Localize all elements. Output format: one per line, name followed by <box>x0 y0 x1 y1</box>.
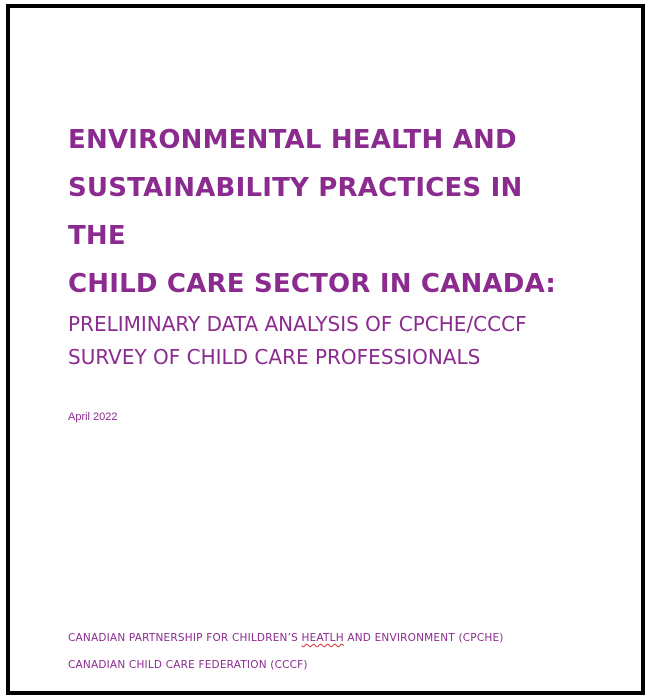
organization-cpche-suffix: AND ENVIRONMENT (CPCHE) <box>343 632 504 644</box>
organization-cccf: CANADIAN CHILD CARE FEDERATION (CCCF) <box>68 659 308 671</box>
misspelled-word[interactable]: HEATLH <box>301 632 344 644</box>
organization-cpche-prefix: CANADIAN PARTNERSHIP FOR CHILDREN’S <box>68 632 302 644</box>
title-line: THE <box>68 221 126 251</box>
organization-cpche <box>68 632 504 644</box>
document-subtitle <box>68 308 608 374</box>
publication-date: April 2022 <box>68 411 118 423</box>
document-title <box>68 116 588 308</box>
title-line: SUSTAINABILITY PRACTICES IN <box>68 173 523 203</box>
title-line: ENVIRONMENTAL HEALTH AND <box>68 125 517 155</box>
subtitle-line: PRELIMINARY DATA ANALYSIS OF CPCHE/CCCF <box>68 312 527 336</box>
subtitle-line: SURVEY OF CHILD CARE PROFESSIONALS <box>68 345 481 369</box>
document-page <box>6 4 645 695</box>
title-line: CHILD CARE SECTOR IN CANADA: <box>68 269 556 299</box>
